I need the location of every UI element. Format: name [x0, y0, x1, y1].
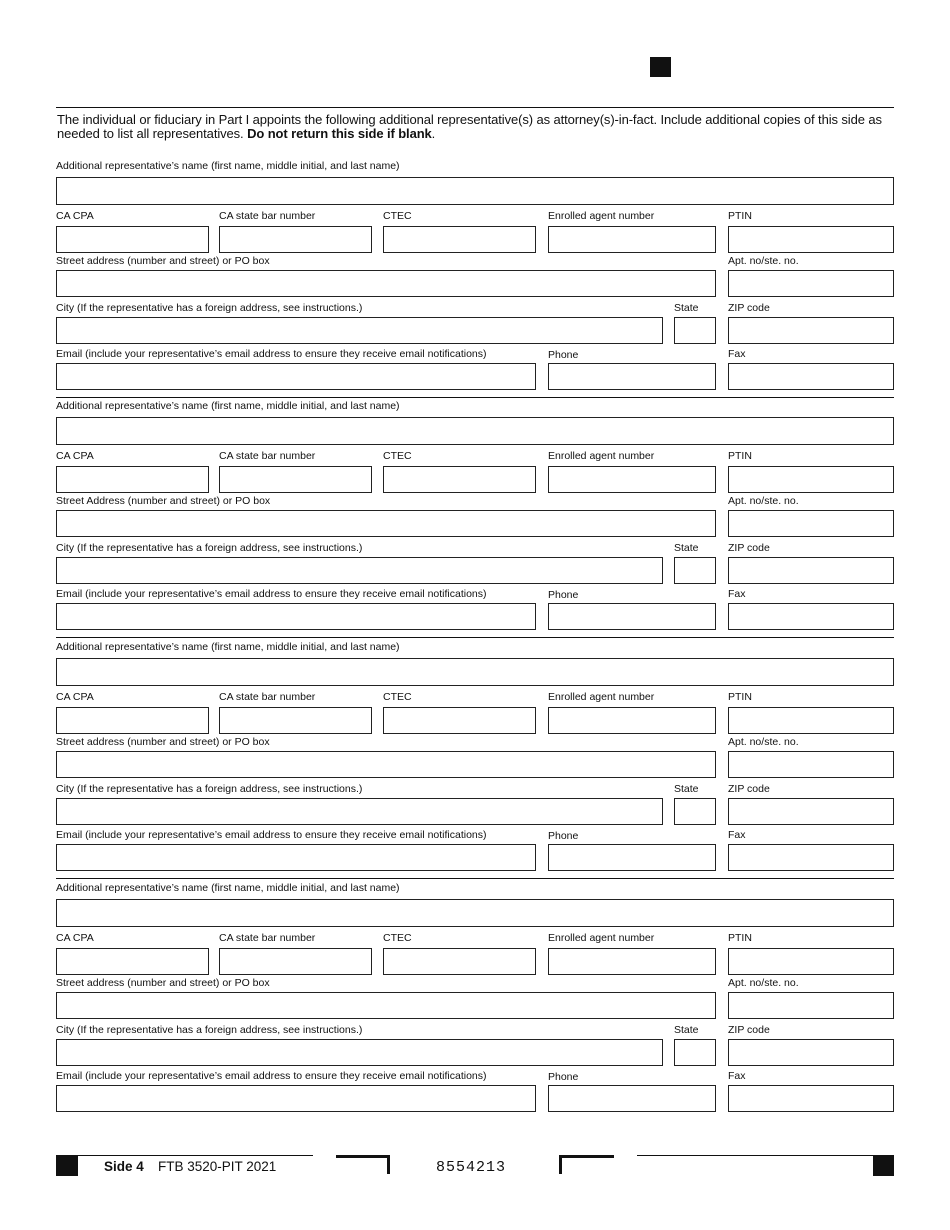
- city-label: City (If the representative has a foreign address, see instructions.): [56, 302, 363, 314]
- intro-paragraph: The individual or fiduciary in Part I appoints the following additional representative(s) as attorney(s)-in-fact. Include additional copies of this side as needed to list all representatives. Do not return this side if blank.: [57, 112, 882, 141]
- bar-number-input[interactable]: [219, 226, 372, 253]
- apt-label: Apt. no/ste. no.: [728, 736, 799, 748]
- ptin-label: PTIN: [728, 210, 752, 222]
- email-input[interactable]: [56, 603, 536, 630]
- city-label: City (If the representative has a foreign address, see instructions.): [56, 542, 363, 554]
- name-label: Additional representative’s name (first name, middle initial, and last name): [56, 882, 400, 894]
- email-input[interactable]: [56, 844, 536, 871]
- zip-label: ZIP code: [728, 1024, 770, 1036]
- ca-cpa-label: CA CPA: [56, 691, 94, 703]
- ctec-label: CTEC: [383, 450, 412, 462]
- email-label: Email (include your representative’s email address to ensure they receive email notifications): [56, 348, 487, 360]
- ptin-label: PTIN: [728, 691, 752, 703]
- enrolled-agent-label: Enrolled agent number: [548, 691, 655, 703]
- ctec-input[interactable]: [383, 707, 536, 734]
- city-label: City (If the representative has a foreign address, see instructions.): [56, 1024, 363, 1036]
- fax-input[interactable]: [728, 844, 894, 871]
- street-label: Street address (number and street) or PO box: [56, 736, 270, 748]
- fax-input[interactable]: [728, 363, 894, 390]
- barcode-bracket-right: [559, 1155, 614, 1174]
- name-label: Additional representative’s name (first name, middle initial, and last name): [56, 400, 400, 412]
- name-input[interactable]: [56, 417, 894, 445]
- bar-number-label: CA state bar number: [219, 691, 316, 703]
- enrolled-agent-label: Enrolled agent number: [548, 450, 655, 462]
- phone-input[interactable]: [548, 603, 716, 630]
- city-input[interactable]: [56, 798, 663, 825]
- apt-label: Apt. no/ste. no.: [728, 495, 799, 507]
- state-label: State: [674, 783, 699, 795]
- enrolled-agent-label: Enrolled agent number: [548, 932, 655, 944]
- ca-cpa-input[interactable]: [56, 226, 209, 253]
- street-label: Street address (number and street) or PO box: [56, 255, 270, 267]
- bar-number-label: CA state bar number: [219, 932, 316, 944]
- ptin-input[interactable]: [728, 466, 894, 493]
- fax-label: Fax: [728, 829, 746, 841]
- registration-mark-top: [650, 57, 671, 77]
- zip-label: ZIP code: [728, 542, 770, 554]
- fax-input[interactable]: [728, 1085, 894, 1112]
- registration-mark-bottom-right: [873, 1155, 894, 1176]
- ctec-input[interactable]: [383, 466, 536, 493]
- street-input[interactable]: [56, 992, 716, 1019]
- footer-side-label: Side 4: [104, 1159, 144, 1174]
- enrolled-agent-input[interactable]: [548, 466, 716, 493]
- bar-number-label: CA state bar number: [219, 210, 316, 222]
- email-label: Email (include your representative’s email address to ensure they receive email notifications): [56, 1070, 487, 1082]
- ctec-label: CTEC: [383, 210, 412, 222]
- city-input[interactable]: [56, 1039, 663, 1066]
- enrolled-agent-label: Enrolled agent number: [548, 210, 655, 222]
- city-input[interactable]: [56, 557, 663, 584]
- state-label: State: [674, 1024, 699, 1036]
- phone-label: Phone: [548, 830, 579, 842]
- phone-label: Phone: [548, 1071, 579, 1083]
- name-label: Additional representative’s name (first name, middle initial, and last name): [56, 160, 400, 172]
- email-input[interactable]: [56, 363, 536, 390]
- enrolled-agent-input[interactable]: [548, 707, 716, 734]
- zip-input[interactable]: [728, 317, 894, 344]
- ptin-label: PTIN: [728, 932, 752, 944]
- apt-label: Apt. no/ste. no.: [728, 255, 799, 267]
- apt-input[interactable]: [728, 751, 894, 778]
- ca-cpa-input[interactable]: [56, 707, 209, 734]
- ctec-input[interactable]: [383, 948, 536, 975]
- name-input[interactable]: [56, 177, 894, 205]
- state-input[interactable]: [674, 317, 716, 344]
- phone-input[interactable]: [548, 363, 716, 390]
- registration-mark-bottom-left: [56, 1155, 78, 1176]
- phone-input[interactable]: [548, 1085, 716, 1112]
- ptin-input[interactable]: [728, 707, 894, 734]
- intro-bold-text: Do not return this side if blank: [247, 126, 432, 141]
- footer-form-label: FTB 3520-PIT 2021: [158, 1159, 277, 1174]
- ca-cpa-label: CA CPA: [56, 450, 94, 462]
- state-label: State: [674, 302, 699, 314]
- zip-input[interactable]: [728, 557, 894, 584]
- zip-label: ZIP code: [728, 302, 770, 314]
- fax-label: Fax: [728, 1070, 746, 1082]
- zip-input[interactable]: [728, 1039, 894, 1066]
- section-divider: [56, 637, 894, 638]
- ca-cpa-input[interactable]: [56, 948, 209, 975]
- zip-label: ZIP code: [728, 783, 770, 795]
- ca-cpa-label: CA CPA: [56, 210, 94, 222]
- email-label: Email (include your representative’s email address to ensure they receive email notifications): [56, 588, 487, 600]
- ctec-label: CTEC: [383, 932, 412, 944]
- phone-label: Phone: [548, 349, 579, 361]
- zip-input[interactable]: [728, 798, 894, 825]
- ca-cpa-label: CA CPA: [56, 932, 94, 944]
- footer-rule-left: [78, 1155, 313, 1156]
- barcode-number: 8554213: [436, 1159, 507, 1176]
- fax-label: Fax: [728, 588, 746, 600]
- section-divider: [56, 397, 894, 398]
- enrolled-agent-input[interactable]: [548, 226, 716, 253]
- apt-label: Apt. no/ste. no.: [728, 977, 799, 989]
- top-rule: [56, 107, 894, 108]
- street-input[interactable]: [56, 270, 716, 297]
- apt-input[interactable]: [728, 510, 894, 537]
- ctec-label: CTEC: [383, 691, 412, 703]
- ptin-input[interactable]: [728, 226, 894, 253]
- street-input[interactable]: [56, 510, 716, 537]
- ptin-label: PTIN: [728, 450, 752, 462]
- street-label: Street Address (number and street) or PO box: [56, 495, 271, 507]
- section-divider: [56, 878, 894, 879]
- bar-number-input[interactable]: [219, 948, 372, 975]
- name-label: Additional representative’s name (first name, middle initial, and last name): [56, 641, 400, 653]
- email-label: Email (include your representative’s email address to ensure they receive email notifications): [56, 829, 487, 841]
- name-input[interactable]: [56, 899, 894, 927]
- ca-cpa-input[interactable]: [56, 466, 209, 493]
- apt-input[interactable]: [728, 270, 894, 297]
- phone-input[interactable]: [548, 844, 716, 871]
- bar-number-input[interactable]: [219, 707, 372, 734]
- state-input[interactable]: [674, 557, 716, 584]
- street-label: Street address (number and street) or PO box: [56, 977, 270, 989]
- email-input[interactable]: [56, 1085, 536, 1112]
- ptin-input[interactable]: [728, 948, 894, 975]
- phone-label: Phone: [548, 589, 579, 601]
- barcode-bracket-left: [336, 1155, 390, 1174]
- state-label: State: [674, 542, 699, 554]
- footer-rule-right: [637, 1155, 873, 1156]
- bar-number-label: CA state bar number: [219, 450, 316, 462]
- state-input[interactable]: [674, 1039, 716, 1066]
- name-input[interactable]: [56, 658, 894, 686]
- fax-input[interactable]: [728, 603, 894, 630]
- bar-number-input[interactable]: [219, 466, 372, 493]
- intro-text: The individual or fiduciary in Part I appoints the following additional representative(s) as attorney(s)-in-fact. Include additional copies of this side as needed to list all representatives.: [57, 112, 882, 141]
- ctec-input[interactable]: [383, 226, 536, 253]
- apt-input[interactable]: [728, 992, 894, 1019]
- fax-label: Fax: [728, 348, 746, 360]
- state-input[interactable]: [674, 798, 716, 825]
- enrolled-agent-input[interactable]: [548, 948, 716, 975]
- street-input[interactable]: [56, 751, 716, 778]
- city-input[interactable]: [56, 317, 663, 344]
- city-label: City (If the representative has a foreign address, see instructions.): [56, 783, 363, 795]
